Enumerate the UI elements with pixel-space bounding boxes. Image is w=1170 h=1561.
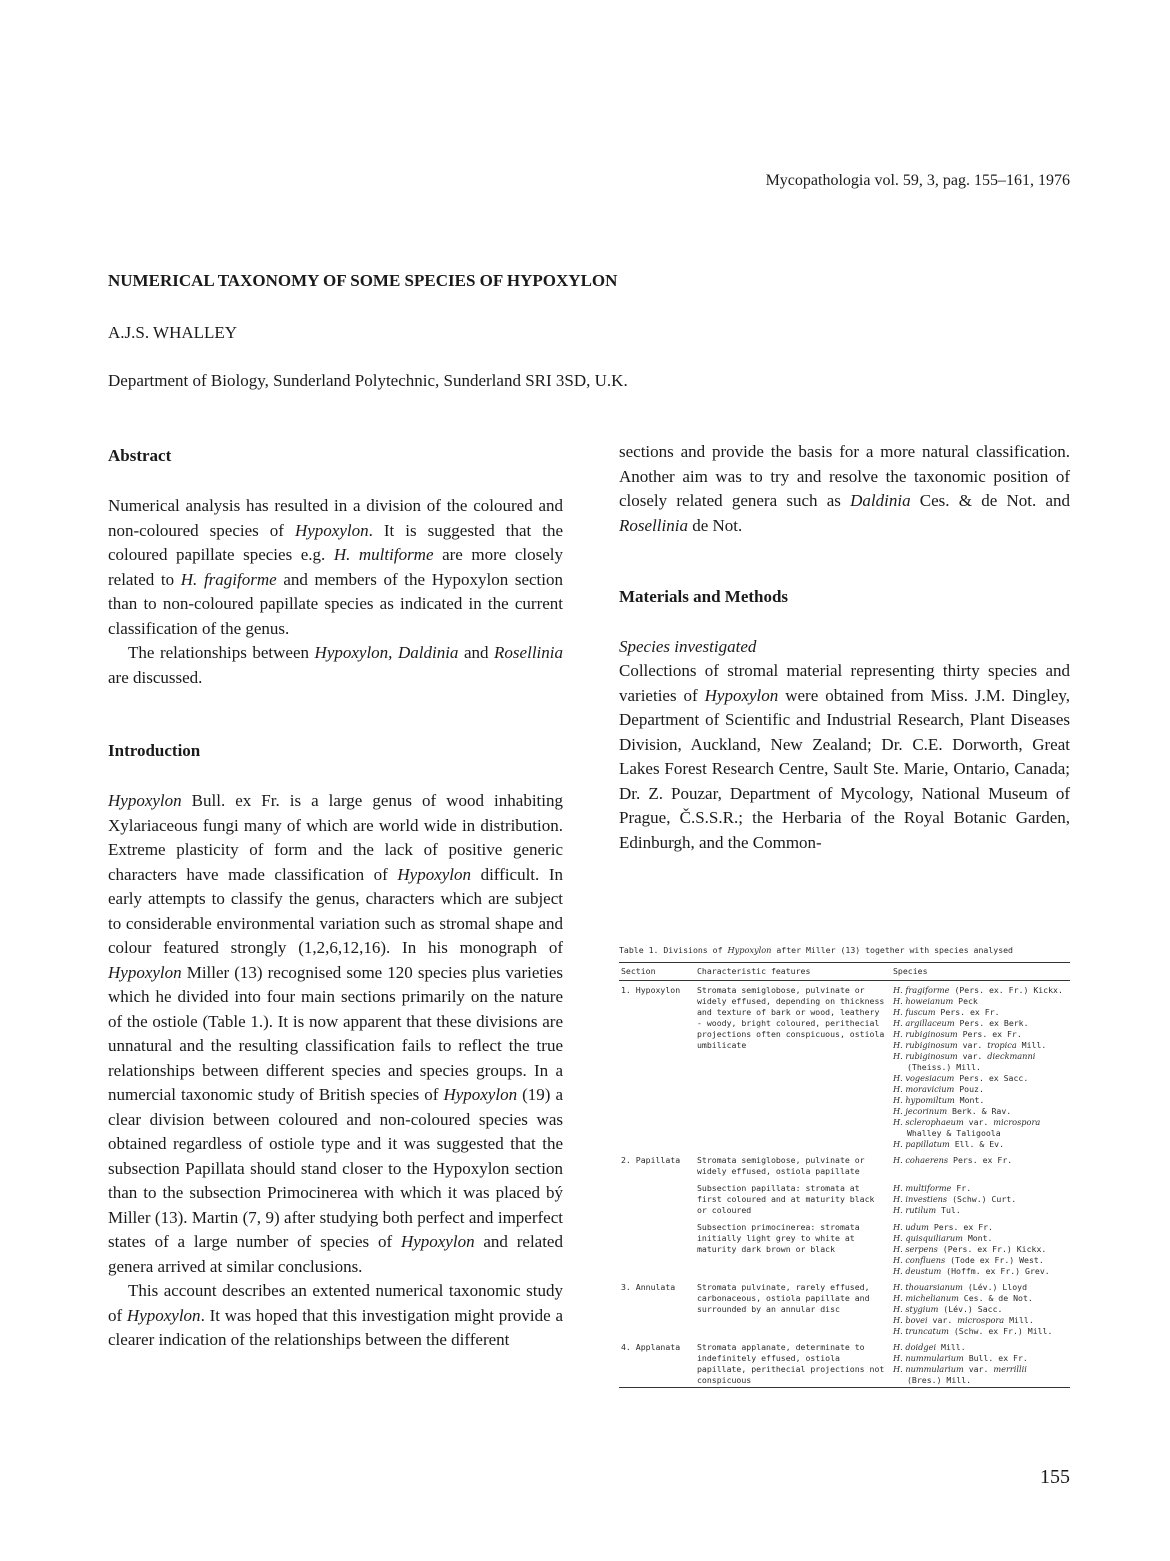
- text-run: and related genera arrived at similar conclusions.: [108, 1232, 563, 1276]
- species-authority: (Theiss.) Mill.: [907, 1062, 981, 1072]
- species-authority: (Lév.) Lloyd: [962, 1282, 1028, 1292]
- species-name: H. argillaceum: [893, 1018, 955, 1028]
- species-investigated-subheading: Species investigated: [619, 637, 757, 656]
- species-authority: Pers. ex Berk.: [954, 1018, 1029, 1028]
- italic-run: Rosellinia: [619, 515, 688, 535]
- text-run: were obtained from Miss. J.M. Dingley, Department of Scientific and Industrial Research, Plant Diseases Division, Auckland, New Zealand; Dr. C.E. Dorworth, Great Lakes Forest Research Centre, Sault Ste. Marie, Ontario, Canada; Dr. Z. Pouzar, Department of Mycology, National Museum of Prague, Č.S.S.R.; the Herbaria of the Royal Botanic Garden, Edinburgh, and the Common-: [619, 685, 1071, 852]
- species-authority: (Bres.) Mill.: [907, 1375, 972, 1385]
- species-authority: var.: [957, 1051, 988, 1061]
- species-authority: Pers. ex Sacc.: [954, 1073, 1029, 1083]
- species-entry: [893, 1139, 1068, 1150]
- text-run: Collections of stromal material representing thirty species and varieties of: [619, 661, 1070, 705]
- species-cell: [891, 1151, 1070, 1178]
- text-run: Ces. & de Not. and: [910, 491, 1070, 510]
- features-cell: Subsection papillata: stromata at first coloured and at maturity black or coloured: [697, 1183, 875, 1215]
- species-authority: (Lév.) Sacc.: [938, 1304, 1003, 1314]
- table-row: [619, 981, 1070, 1152]
- species-name: H. sclerophaeum: [893, 1117, 964, 1127]
- variety-name: microspora: [957, 1315, 1005, 1325]
- species-name: H. stygium: [893, 1304, 939, 1314]
- species-cell: [891, 981, 1070, 1152]
- species-authority: (Pers. ex Fr.) Kickx.: [937, 1244, 1047, 1254]
- species-authority: Fr.: [951, 1183, 972, 1193]
- species-name: H. rubiginosum: [893, 1040, 958, 1050]
- italic-run: Hypoxylon: [108, 791, 182, 810]
- species-name: H. bovei: [893, 1315, 928, 1325]
- species-authority: var.: [957, 1040, 988, 1050]
- species-entry: [893, 1084, 1068, 1095]
- italic-run: H. multiforme: [333, 545, 434, 564]
- species-name: H. multiforme: [893, 1183, 952, 1193]
- text-run: . It was hoped that this investigation might provide a clearer indication of the relationships between the different: [108, 1305, 563, 1349]
- variety-name: microspora: [993, 1117, 1041, 1127]
- species-name: H. nummularium: [893, 1364, 964, 1374]
- species-authority: Ell. & Ev.: [949, 1139, 1005, 1149]
- species-authority: Tul.: [936, 1205, 961, 1215]
- species-name: H. moravicium: [893, 1084, 955, 1094]
- italic-run: Hypoxylon, Daldinia: [314, 643, 459, 662]
- species-name: H. serpens: [893, 1244, 938, 1254]
- italic-run: Hypoxylon: [294, 520, 369, 540]
- italic-run: Hypoxylon: [126, 1305, 201, 1325]
- species-name: H. quisquiliarum: [893, 1233, 963, 1243]
- species-name: H. thouarsianum: [893, 1282, 963, 1292]
- species-authority: Peck: [953, 996, 978, 1006]
- italic-run: Hypoxylon: [704, 685, 779, 705]
- text-run: Bull. ex Fr. is a large genus of wood inhabiting Xylariaceous fungi many of which are world wide in distribution. Extreme plasticity of form and the lack of positive generic characters have made classification of: [108, 791, 563, 884]
- species-authority: Mont.: [962, 1233, 993, 1243]
- text-run: and: [458, 643, 495, 662]
- variety-name: tropica: [987, 1040, 1017, 1050]
- italic-run: Hypoxylon: [397, 864, 472, 884]
- text-run: The relationships between: [128, 643, 315, 662]
- introduction-heading: Introduction: [108, 741, 201, 760]
- species-entry: [893, 1051, 1068, 1062]
- features-cell: Stromata pulvinate, rarely effused, carbonaceous, ostiola papillate and surrounded by an annular disc: [697, 1282, 870, 1314]
- species-authority: var.: [927, 1315, 958, 1325]
- methods-paragraph-1: [619, 659, 1070, 855]
- table-header-row: [619, 963, 1070, 981]
- species-authority: (Pers. ex. Fr.) Kickx.: [949, 985, 1063, 995]
- italic-run: H. fragiforme: [180, 569, 277, 589]
- species-cell: [891, 1278, 1070, 1338]
- species-entry: [893, 1128, 1068, 1139]
- species-authority: Whalley & Taligoola: [907, 1128, 1001, 1138]
- species-entry: [893, 1222, 1068, 1233]
- species-authority: Pouz.: [954, 1084, 984, 1094]
- page-number: 155: [1040, 1466, 1070, 1488]
- species-entry: [893, 1326, 1068, 1337]
- species-authority: (Schw. ex Fr.) Mill.: [948, 1326, 1053, 1336]
- italic-run: Hypoxylon: [727, 945, 772, 955]
- species-authority: Pers. ex Fr.: [957, 1029, 1022, 1039]
- features-cell: Subsection primocinerea: stromata initially light grey to white at maturity dark brown or black: [697, 1222, 860, 1254]
- species-name: H. fragiforme: [893, 985, 950, 995]
- introduction-paragraph-1: [108, 789, 563, 1279]
- species-entry: [893, 1304, 1068, 1315]
- species-entry: [893, 1205, 1068, 1216]
- features-cell: Stromata semiglobose, pulvinate or widely effused, ostiola papillate: [697, 1155, 865, 1176]
- table-row: [619, 1278, 1070, 1338]
- species-entry: [893, 1233, 1068, 1244]
- species-entry: [893, 1073, 1068, 1084]
- features-cell: Stromata applanate, determinate to indefinitely effused, ostiola papillate, perithecial projections not conspicuous: [697, 1342, 885, 1385]
- species-name: H. michelianum: [893, 1293, 959, 1303]
- species-name: H. fuscum: [893, 1007, 936, 1017]
- author-name: A.J.S. WHALLEY: [108, 323, 238, 342]
- species-entry: [893, 1255, 1068, 1266]
- species-authority: Pers. ex Fr.: [935, 1007, 1000, 1017]
- text-run: Table 1. Divisions of: [619, 945, 728, 955]
- species-authority: (Hoffm. ex Fr.) Grev.: [941, 1266, 1050, 1276]
- species-authority: (Tode ex Fr.) West.: [945, 1255, 1044, 1265]
- species-name: H. hypomiltum: [893, 1095, 955, 1105]
- species-name: H. truncatum: [893, 1326, 949, 1336]
- species-entry: [893, 1353, 1068, 1364]
- section-cell: 1. Hypoxylon: [621, 985, 681, 995]
- species-authority: (Schw.) Curt.: [947, 1194, 1017, 1204]
- column-header-species: Species: [891, 963, 1070, 981]
- right-column: [619, 440, 1070, 855]
- left-column: [108, 444, 563, 1353]
- species-name: H. confluens: [893, 1255, 946, 1265]
- species-entry: [893, 1007, 1068, 1018]
- journal-citation: Mycopathologia vol. 59, 3, pag. 155–161, 1976: [765, 172, 1070, 189]
- species-authority: var.: [963, 1117, 994, 1127]
- italic-run: Daldinia: [850, 491, 911, 510]
- species-entry: [893, 985, 1068, 996]
- section-cell: 3. Annulata: [621, 1282, 676, 1292]
- species-entry: [893, 1106, 1068, 1117]
- table-1: [619, 945, 1070, 1388]
- species-authority: Ces. & de Not.: [958, 1293, 1033, 1303]
- species-name: H. papillatum: [893, 1139, 950, 1149]
- species-entry: [893, 1315, 1068, 1326]
- variety-name: dieckmanni: [987, 1051, 1036, 1061]
- species-cell: [891, 1178, 1070, 1217]
- species-authority: Mill.: [936, 1342, 966, 1352]
- species-authority: Pers. ex Fr.: [948, 1155, 1013, 1165]
- introduction-paragraph-2: [108, 1279, 563, 1353]
- variety-name: merrillii: [993, 1364, 1027, 1374]
- variety-authority: Mill.: [1016, 1040, 1047, 1050]
- species-name: H. rubiginosum: [893, 1029, 958, 1039]
- section-cell: 4. Applanata: [621, 1342, 681, 1352]
- species-entry: [893, 1029, 1068, 1040]
- text-run: sections and provide the basis for a more natural classification. Another aim was to try and resolve the taxonomic position of closely related genera such as: [619, 442, 1070, 510]
- text-run: (19) a clear division between coloured and non-coloured species was obtained regardless of ostiole type and it was suggested that the subsection Papillata should stand closer to the Hypoxylon section than to the subsection Primocinerea with which it was placed bý Miller (13). Martin (7, 9) after studying both perfect and imperfect states of a large number of species of: [108, 1085, 563, 1251]
- right-column-flow: [619, 440, 1070, 538]
- section-cell: 2. Papillata: [621, 1155, 681, 1165]
- species-entry: [893, 1040, 1068, 1051]
- species-entry: [893, 1155, 1068, 1166]
- species-entry: [893, 996, 1068, 1007]
- table-caption: [619, 945, 1070, 956]
- species-name: H. rutilum: [893, 1205, 937, 1215]
- species-authority: Pers. ex Fr.: [928, 1222, 993, 1232]
- species-entry: [893, 1364, 1068, 1375]
- species-name: H. doidgei: [893, 1342, 937, 1352]
- species-name: H. howeianum: [893, 996, 954, 1006]
- table-row: [619, 1178, 1070, 1217]
- species-authority: Berk. & Rav.: [947, 1106, 1012, 1116]
- species-name: H. jecorinum: [893, 1106, 948, 1116]
- text-run: Miller (13) recognised some 120 species plus varieties which he divided into four main sections primarily on the nature of the ostiole (Table 1.). It is now apparent that these divisions are unnatural and the resulting classification fails to reflect the true relationships between different species and species groups. In a numercial taxonomic study of British species of: [108, 962, 563, 1104]
- section-cell: [619, 1217, 695, 1278]
- divisions-table: [619, 962, 1070, 1388]
- text-run: Numerical analysis has resulted in a division of the coloured and non-coloured species of: [108, 496, 563, 540]
- italic-run: Hypoxylon: [108, 962, 182, 982]
- species-entry: [893, 1342, 1068, 1353]
- text-run: are discussed.: [108, 667, 203, 687]
- author-affiliation: Department of Biology, Sunderland Polytechnic, Sunderland SRI 3SD, U.K.: [108, 371, 628, 390]
- italic-run: Hypoxylon: [443, 1085, 518, 1104]
- table-body: [619, 981, 1070, 1388]
- species-name: H. investiens: [893, 1194, 948, 1204]
- species-cell: [891, 1217, 1070, 1278]
- text-run: de Not.: [687, 515, 743, 535]
- species-name: H. nummularium: [893, 1353, 964, 1363]
- variety-authority: Mill.: [1004, 1315, 1034, 1325]
- species-authority: var.: [963, 1364, 994, 1374]
- species-name: H. deustum: [893, 1266, 942, 1276]
- species-entry: [893, 1375, 1068, 1386]
- species-name: H. vogesiacum: [893, 1073, 955, 1083]
- species-name: H. cohaerens: [893, 1155, 949, 1165]
- text-run: are more closely related to: [108, 545, 563, 589]
- species-entry: [893, 1244, 1068, 1255]
- italic-run: Rosellinia: [494, 643, 563, 662]
- species-entry: [893, 1095, 1068, 1106]
- abstract-paragraph-2: [108, 641, 563, 690]
- text-run: after Miller (13) together with species analysed: [771, 945, 1013, 955]
- italic-run: Hypoxylon: [400, 1232, 475, 1251]
- article-title: NUMERICAL TAXONOMY OF SOME SPECIES OF HYPOXYLON: [108, 271, 618, 290]
- species-entry: [893, 1266, 1068, 1277]
- species-entry: [893, 1117, 1068, 1128]
- abstract-heading: Abstract: [108, 446, 172, 465]
- section-cell: [619, 1178, 695, 1217]
- text-run: and members of the Hypoxylon section than to non-coloured papillate species as indicated in the current classification of the genus.: [108, 569, 563, 638]
- species-entry: [893, 1194, 1068, 1205]
- species-entry: [893, 1293, 1068, 1304]
- species-authority: Mont.: [954, 1095, 985, 1105]
- species-entry: [893, 1183, 1068, 1194]
- species-authority: Bull. ex Fr.: [963, 1353, 1028, 1363]
- introduction-paragraph-2-continued: [619, 440, 1070, 538]
- species-name: H. udum: [893, 1222, 929, 1232]
- species-entry: [893, 1282, 1068, 1293]
- species-entry: [893, 1062, 1068, 1073]
- text-run: This account describes an extented numerical taxonomic study of: [108, 1281, 563, 1325]
- species-name: H. rubiginosum: [893, 1051, 958, 1061]
- abstract-paragraph-1: [108, 494, 563, 641]
- table-row: [619, 1338, 1070, 1388]
- column-header-section: Section: [619, 963, 695, 981]
- text-run: difficult. In early attempts to classify the genus, characters which are subject to considerable environmental variation such as stromal shape and colour featured strongly (1,2,6,12,16). In his monograph of: [108, 864, 563, 957]
- species-entry: [893, 1018, 1068, 1029]
- species-cell: [891, 1338, 1070, 1388]
- table-row: [619, 1151, 1070, 1178]
- column-header-features: Characteristic features: [695, 963, 891, 981]
- table-row: [619, 1217, 1070, 1278]
- text-run: . It is suggested that the coloured papillate species e.g.: [108, 520, 564, 564]
- methods-heading: Materials and Methods: [619, 587, 789, 606]
- features-cell: Stromata semiglobose, pulvinate or widely effused, depending on thickness and texture of bark or wood, leathery - woody, bright coloured, perithecial projections often conspicuous, ostiola umbilicate: [697, 985, 885, 1050]
